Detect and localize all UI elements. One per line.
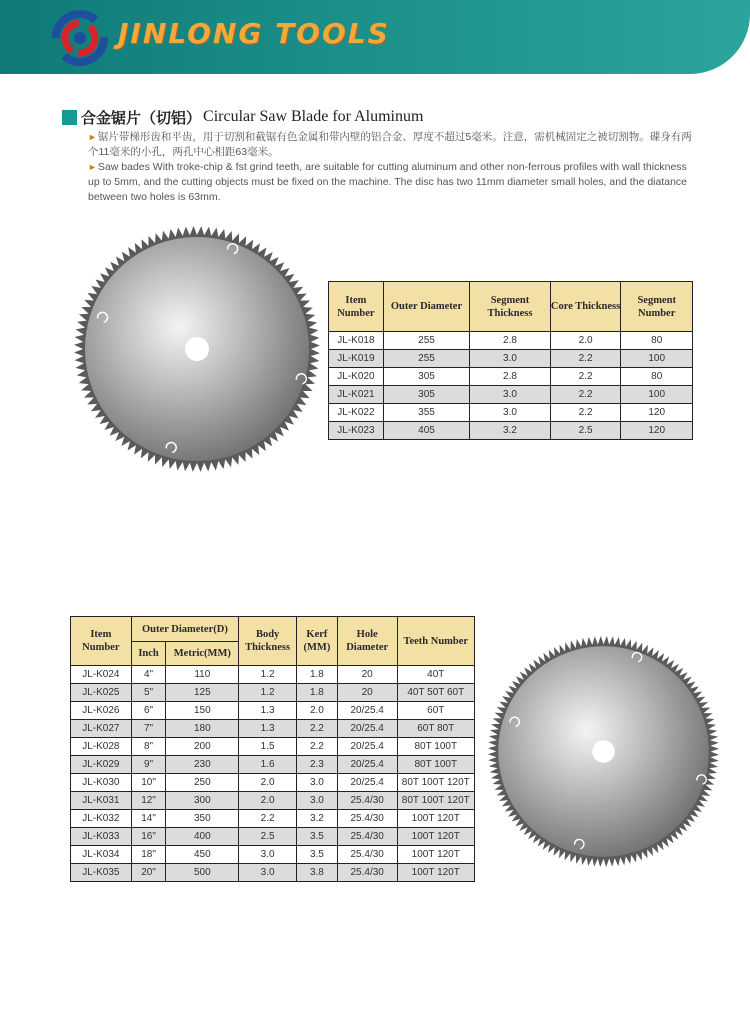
table-row [71,720,475,738]
table-cell: 2.8 [470,368,551,386]
table-cell: 250 [166,774,239,792]
table-row [71,792,475,810]
table-cell: 500 [166,864,239,882]
table-cell: JL-K035 [71,864,132,882]
jinlong-logo-icon [52,10,108,66]
table-row [71,702,475,720]
table-cell: 110 [166,666,239,684]
table-row [71,738,475,756]
table-cell: 80T 100T 120T [397,774,474,792]
table-row [329,386,693,404]
table-cell: 305 [383,386,469,404]
table-cell: 2.0 [239,792,297,810]
table-cell: 1.6 [239,756,297,774]
table-cell: 355 [383,404,469,422]
arbor-hole [185,337,209,361]
table-cell: 16" [131,828,166,846]
table-cell: 100T 120T [397,864,474,882]
table-cell: 12" [131,792,166,810]
table-cell: 2.3 [297,756,338,774]
header-band [0,0,750,74]
table-cell: 14" [131,810,166,828]
header-segment-thickness: Segment Thickness [470,282,551,332]
table-cell: 1.8 [297,684,338,702]
table-cell: 1.3 [239,702,297,720]
table-row [71,828,475,846]
title-english: Circular Saw Blade for Aluminum [203,108,424,125]
table-row [71,846,475,864]
table-cell: JL-K034 [71,846,132,864]
header-metric: Metric(MM) [166,642,239,666]
table-cell: JL-K020 [329,368,384,386]
table-cell: 300 [166,792,239,810]
table-cell: 20 [337,666,397,684]
spec-table-2 [70,616,475,882]
header-kerf: Kerf (MM) [297,617,338,666]
table-cell: 2.2 [239,810,297,828]
table-cell: 3.0 [470,404,551,422]
header-outer-diameter: Outer Diameter(D) [131,617,239,642]
table-cell: 255 [383,332,469,350]
table-cell: 10" [131,774,166,792]
table-cell: 2.5 [239,828,297,846]
title-marker-square [62,110,77,125]
table-cell: 100T 120T [397,846,474,864]
table-cell: 25.4/30 [337,828,397,846]
table-cell: 3.0 [297,774,338,792]
table-cell: 4" [131,666,166,684]
header-hole-diameter: Hole Diameter [337,617,397,666]
description-chinese-text: 锯片带梯形齿和平齿，用于切割和截锯有色金属和带内壁的铝合金、厚度不超过5毫米。注意，需机械固定之被切割物。碟身有两个11毫米的小孔，两孔中心相距63毫米。 [88,131,692,158]
table-row [329,368,693,386]
table-cell: JL-K028 [71,738,132,756]
table-cell: 2.2 [297,738,338,756]
table-cell: 180 [166,720,239,738]
table-cell: 2.5 [550,422,621,440]
table-row [71,864,475,882]
table-cell: 305 [383,368,469,386]
table-cell: 60T 80T [397,720,474,738]
table-row [71,756,475,774]
header-body-thickness: Body Thickness [239,617,297,666]
table-cell: 40T [397,666,474,684]
table-cell: 2.8 [470,332,551,350]
table-cell: 2.2 [550,368,621,386]
table-cell: 1.8 [297,666,338,684]
table-cell: 3.5 [297,846,338,864]
section-title [62,107,423,127]
table-cell: 80 [621,368,693,386]
table-cell: 20/25.4 [337,738,397,756]
table-cell: 40T 50T 60T [397,684,474,702]
bullet-triangle-icon: ► [88,162,97,172]
header-teeth-number: Teeth Number [397,617,474,666]
header-item-number: Item Number [71,617,132,666]
table-cell: JL-K030 [71,774,132,792]
table-cell: 2.2 [297,720,338,738]
saw-blade-image-2 [486,634,721,869]
table-cell: 100T 120T [397,810,474,828]
table-cell: JL-K033 [71,828,132,846]
table-cell: 2.0 [297,702,338,720]
table-cell: JL-K032 [71,810,132,828]
table-cell: 3.0 [470,386,551,404]
table-cell: 405 [383,422,469,440]
table-cell: 3.0 [239,846,297,864]
table-cell: 3.0 [470,350,551,368]
table-cell: 80T 100T [397,738,474,756]
table-cell: 25.4/30 [337,864,397,882]
table-cell: 2.0 [239,774,297,792]
header-segment-number: Segment Number [621,282,693,332]
table-cell: 6" [131,702,166,720]
table-row [71,666,475,684]
table-cell: 255 [383,350,469,368]
brand-name: JINLONG TOOLS [118,17,390,50]
table-cell: JL-K025 [71,684,132,702]
saw-blade-image-1 [72,224,322,474]
table-cell: 120 [621,404,693,422]
table-cell: 2.2 [550,386,621,404]
title-chinese: 合金锯片（切铝） [81,108,202,127]
table-cell: 5" [131,684,166,702]
table-row [329,422,693,440]
table-cell: 3.5 [297,828,338,846]
table-cell: 25.4/30 [337,810,397,828]
spec-table-1 [328,281,693,440]
table-cell: JL-K029 [71,756,132,774]
table-cell: JL-K023 [329,422,384,440]
table-cell: 450 [166,846,239,864]
table-cell: 125 [166,684,239,702]
table-cell: 25.4/30 [337,792,397,810]
table-cell: 400 [166,828,239,846]
table-cell: 150 [166,702,239,720]
table-cell: JL-K019 [329,350,384,368]
header-outer-diameter: Outer Diameter [383,282,469,332]
table-cell: 80 [621,332,693,350]
table-cell: 100 [621,350,693,368]
table-row [71,684,475,702]
table-cell: 20/25.4 [337,702,397,720]
header-item-number: Item Number [329,282,384,332]
table-cell: 1.3 [239,720,297,738]
table-cell: 100 [621,386,693,404]
table-cell: 25.4/30 [337,846,397,864]
table-cell: JL-K022 [329,404,384,422]
table-cell: 9" [131,756,166,774]
description-chinese [88,130,698,160]
table-cell: 20 [337,684,397,702]
table-cell: 7" [131,720,166,738]
table-cell: 20" [131,864,166,882]
table-cell: 120 [621,422,693,440]
table-row [71,774,475,792]
table-row [329,332,693,350]
table-cell: 1.2 [239,666,297,684]
table-cell: JL-K021 [329,386,384,404]
table-cell: 100T 120T [397,828,474,846]
table-cell: 2.2 [550,404,621,422]
table-cell: 230 [166,756,239,774]
table-cell: 3.0 [239,864,297,882]
table-cell: JL-K018 [329,332,384,350]
table-cell: JL-K027 [71,720,132,738]
table-cell: 3.8 [297,864,338,882]
table-cell: 1.5 [239,738,297,756]
bullet-triangle-icon: ► [88,132,97,142]
table-cell: 3.2 [297,810,338,828]
table-cell: JL-K031 [71,792,132,810]
table-cell: 350 [166,810,239,828]
table-cell: 2.2 [550,350,621,368]
header-inch: Inch [131,642,166,666]
table-cell: 80T 100T 120T [397,792,474,810]
table-cell: 20/25.4 [337,756,397,774]
description-english [88,160,698,205]
table-cell: JL-K026 [71,702,132,720]
table-cell: 20/25.4 [337,720,397,738]
table-cell: 2.0 [550,332,621,350]
table-cell: 20/25.4 [337,774,397,792]
table-cell: 1.2 [239,684,297,702]
table-cell: 200 [166,738,239,756]
table-cell: 3.2 [470,422,551,440]
table-row [329,350,693,368]
table-row [71,810,475,828]
table-cell: 80T 100T [397,756,474,774]
arbor-hole [592,740,615,763]
description-english-text: Saw bades With troke-chip & fst grind teeth, are suitable for cutting aluminum and other non-ferrous profiles with wall thickness up to 5mm, and the cutting objects must be fixed on the machine. The disc has two 11mm diameter small holes, and the diatance between two holes is 63mm. [88,161,688,203]
table-cell: 3.0 [297,792,338,810]
table-cell: 18" [131,846,166,864]
header-core-thickness: Core Thickness [550,282,621,332]
table-cell: JL-K024 [71,666,132,684]
table-cell: 60T [397,702,474,720]
table-cell: 8" [131,738,166,756]
table-row [329,404,693,422]
